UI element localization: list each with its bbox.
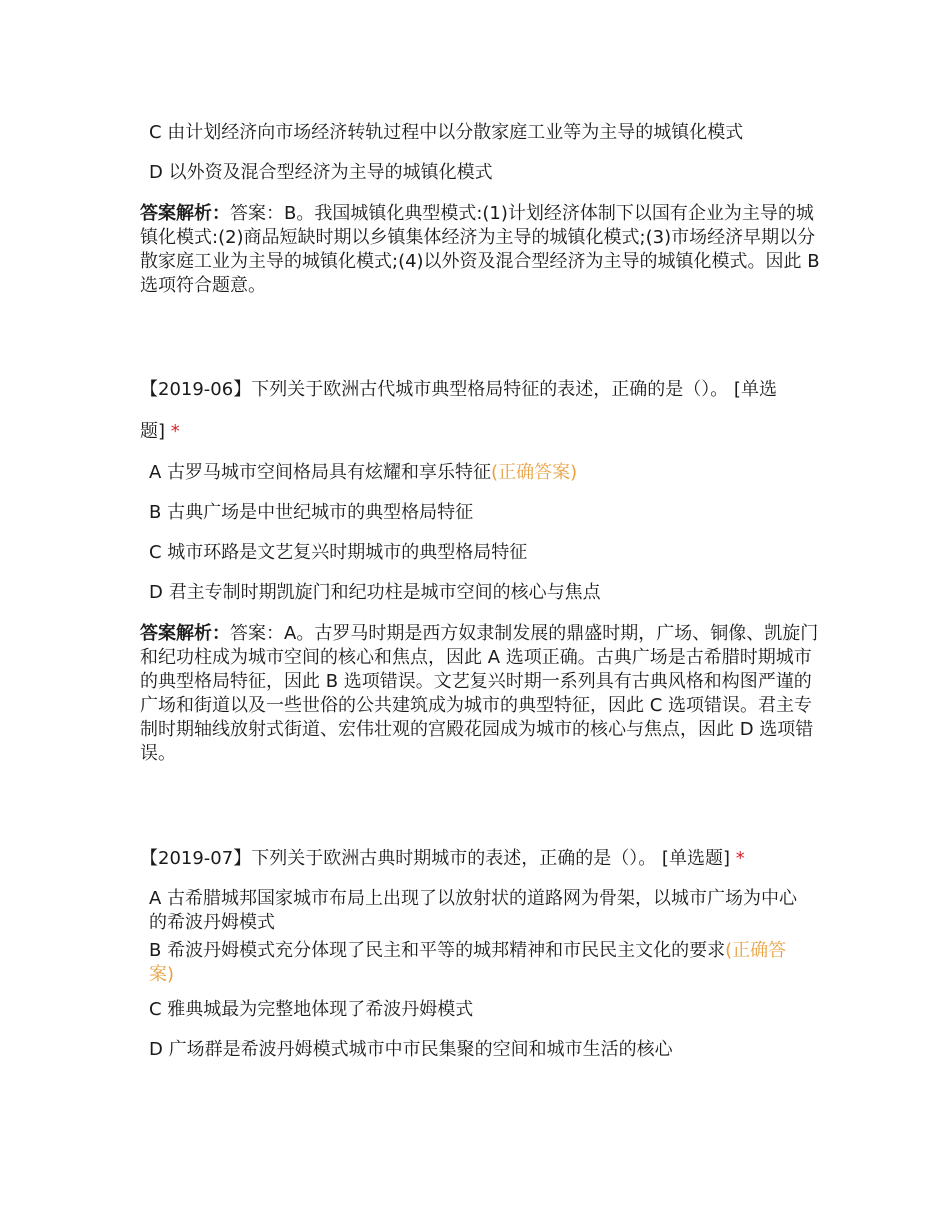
option-text: B 古典广场是中世纪城市的典型格局特征 [149,502,474,523]
option-d[interactable] [149,1038,809,1062]
answer-analysis [140,202,820,298]
question-text: 【2019-06】下列关于欧洲古代城市典型格局特征的表述，正确的是（）。 [单选题] [140,379,777,442]
answer-analysis [140,622,820,766]
option-text: D 以外资及混合型经济为主导的城镇化模式 [149,162,493,183]
question-title [140,838,800,880]
option-d[interactable] [149,581,809,605]
option-b[interactable] [149,501,809,525]
analysis-text: 答案：B。我国城镇化典型模式:(1)计划经济体制下以国有企业为主导的城镇化模式:(2)商品短缺时期以乡镇集体经济为主导的城镇化模式;(3)市场经济早期以分散家庭工业为主导的城镇化模式;(4)以外资及混合型经济为主导的城镇化模式。因此 B 选项符合题意。 [140,203,820,296]
option-text: D 君主专制时期凯旋门和纪功柱是城市空间的核心与焦点 [149,582,601,603]
option-text: C 城市环路是文艺复兴时期城市的典型格局特征 [149,542,528,563]
option-text: B 希波丹姆模式充分体现了民主和平等的城邦精神和市民民主文化的要求 [149,940,726,961]
option-c[interactable] [149,541,809,565]
correct-answer-tag: (正确答案) [491,462,578,483]
option-c[interactable] [149,998,809,1022]
option-d[interactable] [149,161,809,185]
option-a[interactable] [149,887,809,935]
required-mark: * [170,421,180,442]
question-title [140,369,800,453]
option-text: A 古希腊城邦国家城市布局上出现了以放射状的道路网为骨架，以城市广场为中心的希波丹姆模式 [149,888,798,933]
correct-answer-tag: (正确答案) [149,940,787,985]
option-text: D 广场群是希波丹姆模式城市中市民集聚的空间和城市生活的核心 [149,1039,673,1060]
option-text: A 古罗马城市空间格局具有炫耀和享乐特征 [149,462,492,483]
option-a[interactable] [149,461,809,485]
analysis-label: 答案解析： [140,203,230,224]
option-text: C 由计划经济向市场经济转轨过程中以分散家庭工业等为主导的城镇化模式 [149,122,744,143]
option-text: C 雅典城最为完整地体现了希波丹姆模式 [149,999,474,1020]
required-mark: * [735,848,745,869]
option-c[interactable] [149,121,809,145]
question-text: 【2019-07】下列关于欧洲古典时期城市的表述，正确的是（）。 [单选题] [140,848,730,869]
option-b[interactable] [149,939,809,987]
analysis-text: 答案：A。古罗马时期是西方奴隶制发展的鼎盛时期，广场、铜像、凯旋门和纪功柱成为城市空间的核心和焦点，因此 A 选项正确。古典广场是古希腊时期城市的典型格局特征，因此 B 选项错误。文艺复兴时期一系列具有古典风格和构图严谨的广场和街道以及一些世俗的公共建筑成为城市的典型特征，因此 C 选项错误。君主专制时期轴线放射式街道、宏伟壮观的宫殿花园成为城市的核心与焦点，因此 D 选项错误。 [140,623,819,764]
analysis-label: 答案解析： [140,623,230,644]
